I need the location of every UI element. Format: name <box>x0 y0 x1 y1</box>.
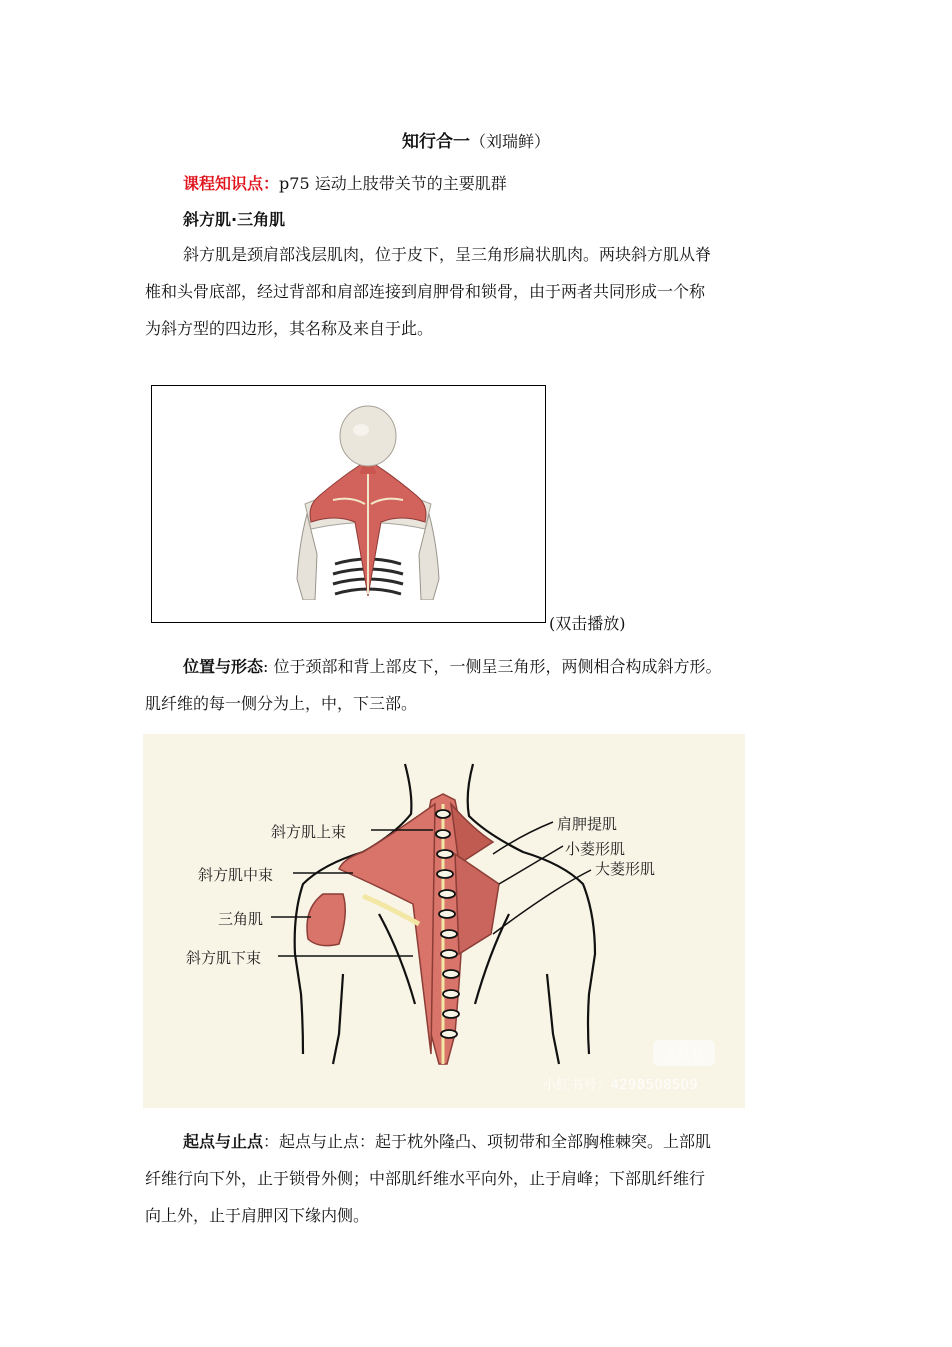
label-levator-scapulae: 肩胛提肌 <box>557 815 618 833</box>
knowledge-point-label: 课程知识点： <box>183 174 280 193</box>
trapezius-3d-thumbnail <box>285 404 451 600</box>
title-text: 知行合一 <box>401 132 470 152</box>
label-upper-trapezius: 斜方肌上束 <box>271 823 347 841</box>
embedded-video[interactable] <box>151 385 546 623</box>
section-title: 斜方肌·三角肌 <box>183 210 286 229</box>
page-title <box>0 127 952 152</box>
position-label: 位置与形态 <box>183 657 264 676</box>
knowledge-point <box>183 171 507 194</box>
position-line-1: : 位于颈部和背上部皮下，一侧呈三角形，两侧相合构成斜方形。 <box>263 657 722 676</box>
origin-label: 起点与止点 <box>183 1132 264 1151</box>
trapezius-anatomy-diagram <box>143 734 745 1108</box>
intro-line-2: 椎和头骨底部，经过背部和肩部连接到肩胛骨和锁骨，由于两者共同形成一个称 <box>145 282 706 301</box>
label-rhomboid-major: 大菱形肌 <box>595 860 656 878</box>
author-name: （刘瑞鲜） <box>469 132 550 151</box>
intro-line-1: 斜方肌是颈肩部浅层肌肉，位于皮下，呈三角形扁状肌肉。两块斜方肌从脊 <box>183 245 712 264</box>
play-hint: (双击播放) <box>549 614 626 633</box>
watermark-id: 小红书号：4298508509 <box>543 1078 699 1093</box>
origin-line-1: ：起点与止点：起于枕外隆凸、项韧带和全部胸椎棘突。上部肌 <box>263 1132 712 1151</box>
position-paragraph <box>145 648 810 722</box>
label-middle-trapezius: 斜方肌中束 <box>198 866 274 884</box>
origin-line-3: 向上外，止于肩胛冈下缘内侧。 <box>145 1206 370 1225</box>
position-line-2: 肌纤维的每一侧分为上，中，下三部。 <box>145 694 418 713</box>
knowledge-point-text: p75 运动上肢带关节的主要肌群 <box>279 174 507 193</box>
origin-line-2: 纤维行向下外，止于锁骨外侧；中部肌纤维水平向外，止于肩峰；下部肌纤维行 <box>145 1169 706 1188</box>
label-lower-trapezius: 斜方肌下束 <box>186 949 262 967</box>
watermark-logo: 小红书 <box>653 1040 715 1066</box>
origin-insertion-paragraph <box>145 1123 810 1234</box>
intro-line-3: 为斜方型的四边形，其名称及来自于此。 <box>145 319 434 338</box>
label-rhomboid-minor: 小菱形肌 <box>565 840 626 858</box>
label-deltoid: 三角肌 <box>218 910 264 928</box>
intro-paragraph <box>145 236 810 347</box>
